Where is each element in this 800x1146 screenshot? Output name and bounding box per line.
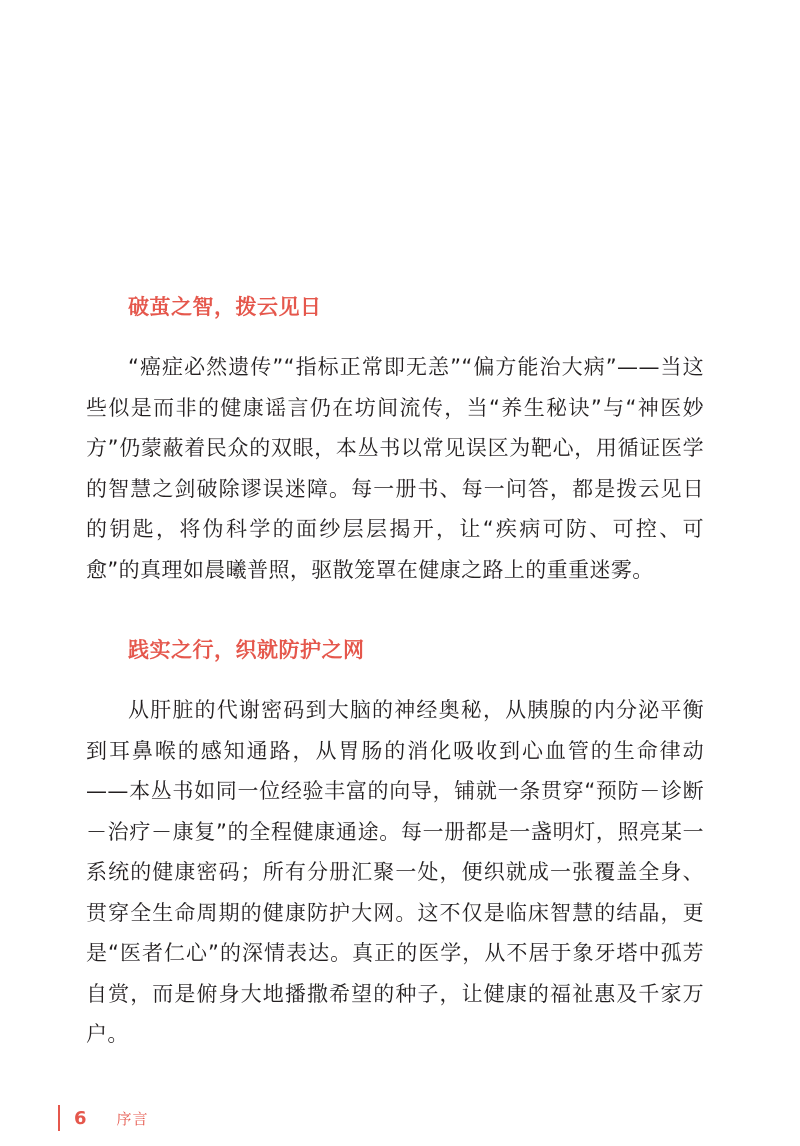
page-number: 6: [74, 1107, 87, 1129]
chapter-label: 序言: [116, 1109, 149, 1128]
page-footer: [58, 1104, 149, 1132]
footer-divider: [58, 1105, 60, 1131]
section-title-1: 破茧之智，拨云见日: [128, 295, 322, 319]
section-paragraph-2: 从肝脏的代谢密码到大脑的神经奥秘，从胰腺的内分泌平衡到耳鼻喉的感知通路，从胃肠的消化吸收到心血管的生命律动——本丛书如同一位经验丰富的向导，铺就一条贯穿“预防－诊断－治疗－康复”的全程健康通途。每一册都是一盏明灯，照亮某一系统的健康密码；所有分册汇聚一处，便织就成一张覆盖全身、贯穿全生命周期的健康防护大网。这不仅是临床智慧的结晶，更是“医者仁心”的深情表达。真正的医学，从不居于象牙塔中孤芳自赏，而是俯身大地播撒希望的种子，让健康的福祉惠及千家万户。: [86, 698, 704, 1046]
section-paragraph-1: “癌症必然遗传”“指标正常即无恙”“偏方能治大病”——当这些似是而非的健康谣言仍在坊间流传，当“养生秘诀”与“神医妙方”仍蒙蔽着民众的双眼，本丛书以常见误区为靶心，用循证医学的智慧之剑破除谬误迷障。每一册书、每一问答，都是拨云见日的钥匙，将伪科学的面纱层层揭开，让“疾病可防、可控、可愈”的真理如晨曦普照，驱散笼罩在健康之路上的重重迷雾。: [86, 355, 704, 582]
section-title-2: 践实之行，织就防护之网: [128, 638, 365, 662]
